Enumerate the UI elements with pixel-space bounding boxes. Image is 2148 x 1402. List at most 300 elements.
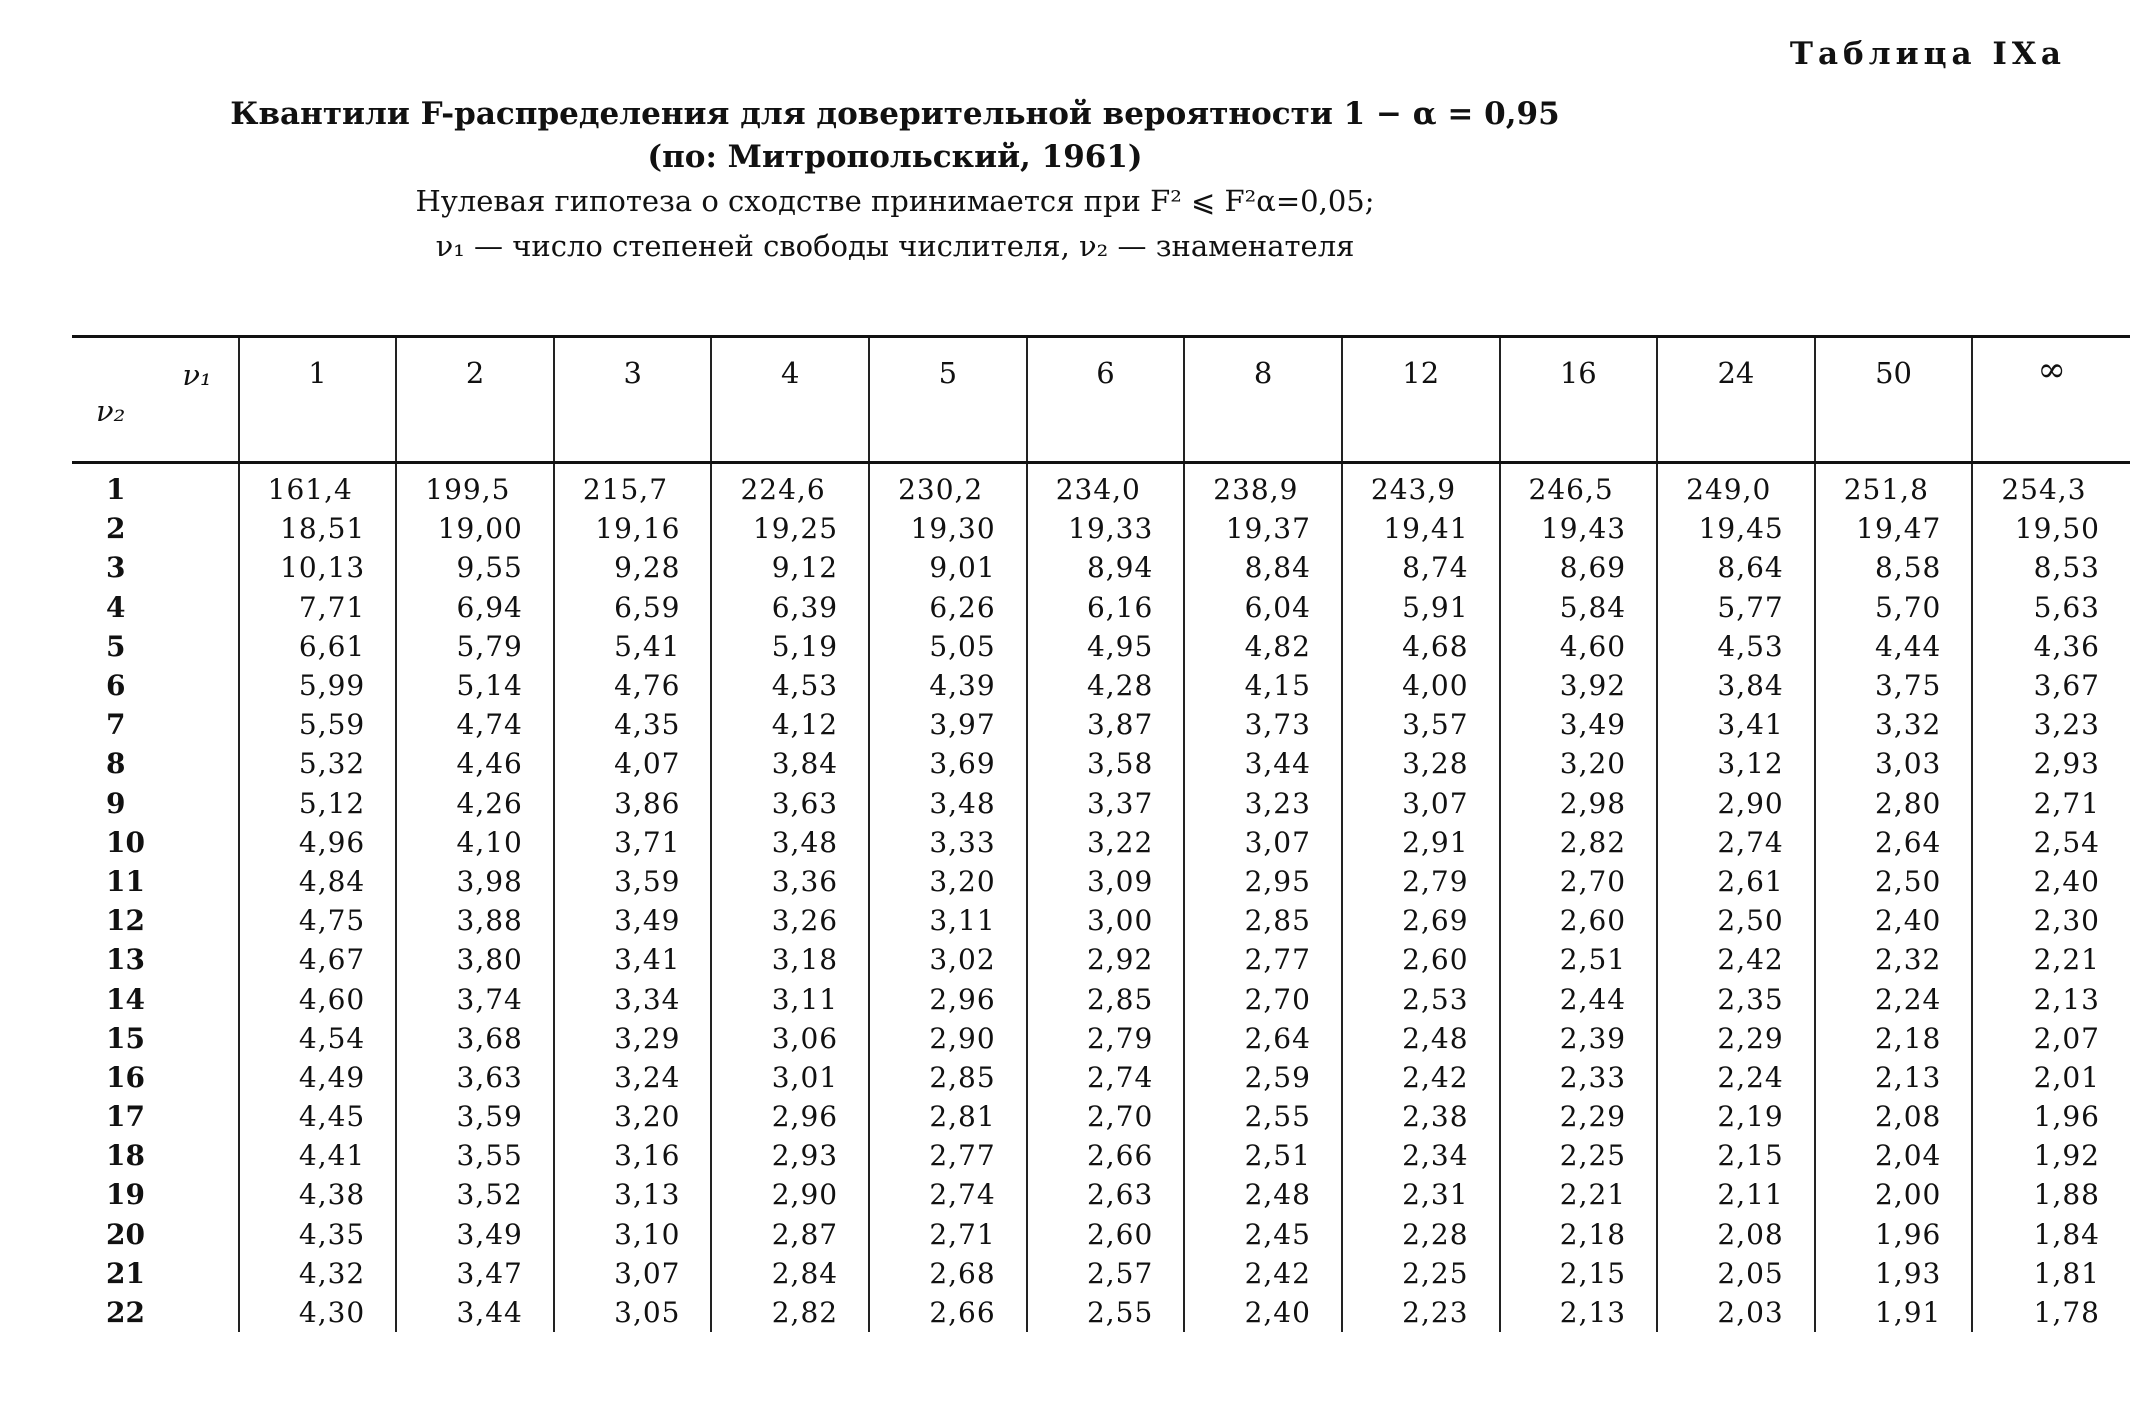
table-row: [72, 1019, 2130, 1058]
table-cell: 2,61: [1657, 862, 1815, 901]
table-cell: 2,71: [1972, 784, 2130, 823]
table-cell: 2,69: [1342, 901, 1500, 940]
table-cell: 2,57: [1027, 1254, 1185, 1293]
table-cell: 2,01: [1972, 1058, 2130, 1097]
heading-source: (по: Митропольский, 1961): [647, 139, 1143, 175]
row-header: 12: [106, 904, 145, 938]
table-cell: 3,44: [396, 1293, 554, 1332]
table-cell: 2,50: [1815, 862, 1973, 901]
table-cell: 2,64: [1184, 1019, 1342, 1058]
table-cell: 6,16: [1027, 588, 1185, 627]
table-cell: 4,96: [239, 823, 397, 862]
row-header: 20: [106, 1217, 145, 1251]
table-heading: [0, 92, 1790, 268]
table-cell: 3,32: [1815, 705, 1973, 744]
table-cell: 2,96: [711, 1097, 869, 1136]
table-cell: 2,05: [1657, 1254, 1815, 1293]
column-header: 50: [1815, 337, 1973, 463]
table-cell: 2,95: [1184, 862, 1342, 901]
table-row: [72, 823, 2130, 862]
table-cell: 2,92: [1027, 940, 1185, 979]
table-cell: 5,05: [869, 627, 1027, 666]
table-cell: 2,70: [1027, 1097, 1185, 1136]
table-cell: 2,51: [1184, 1136, 1342, 1175]
table-cell: 2,03: [1657, 1293, 1815, 1332]
table-cell: 3,52: [396, 1175, 554, 1214]
row-axis-label: ν₂: [96, 394, 126, 428]
table-cell: 3,68: [396, 1019, 554, 1058]
table-cell: 19,30: [869, 509, 1027, 548]
table-cell: 4,84: [239, 862, 397, 901]
table-row: [72, 548, 2130, 587]
table-row: [72, 1254, 2130, 1293]
table-cell: 6,59: [554, 588, 712, 627]
table-cell: 230,2: [869, 463, 1027, 510]
table-cell: 2,08: [1657, 1215, 1815, 1254]
table-cell: 4,35: [239, 1215, 397, 1254]
table-cell: 2,64: [1815, 823, 1973, 862]
table-cell: 3,10: [554, 1215, 712, 1254]
table-cell: 2,44: [1500, 979, 1658, 1018]
table-cell: 199,5: [396, 463, 554, 510]
table-cell: 3,48: [711, 823, 869, 862]
table-cell: 3,75: [1815, 666, 1973, 705]
table-cell: 4,49: [239, 1058, 397, 1097]
table-cell: 2,21: [1500, 1175, 1658, 1214]
table-cell: 6,04: [1184, 588, 1342, 627]
table-cell: 5,77: [1657, 588, 1815, 627]
table-cell: 8,64: [1657, 548, 1815, 587]
table-row: [72, 979, 2130, 1018]
table-cell: 2,00: [1815, 1175, 1973, 1214]
table-cell: 4,12: [711, 705, 869, 744]
table-cell: 4,41: [239, 1136, 397, 1175]
table-cell: 2,33: [1500, 1058, 1658, 1097]
table-cell: 3,23: [1972, 705, 2130, 744]
table-row: [72, 1136, 2130, 1175]
table-cell: 249,0: [1657, 463, 1815, 510]
table-cell: 2,42: [1184, 1254, 1342, 1293]
table-cell: 3,92: [1500, 666, 1658, 705]
table-cell: 19,00: [396, 509, 554, 548]
table-cell: 2,29: [1657, 1019, 1815, 1058]
table-cell: 5,84: [1500, 588, 1658, 627]
row-header: 4: [106, 590, 126, 624]
table-cell: 2,08: [1815, 1097, 1973, 1136]
table-cell: 2,66: [869, 1293, 1027, 1332]
table-cell: 4,36: [1972, 627, 2130, 666]
table-cell: 238,9: [1184, 463, 1342, 510]
table-cell: 2,21: [1972, 940, 2130, 979]
table-cell: 2,85: [869, 1058, 1027, 1097]
table-cell: 19,47: [1815, 509, 1973, 548]
table-cell: 2,11: [1657, 1175, 1815, 1214]
table-cell: 3,63: [396, 1058, 554, 1097]
table-cell: 5,99: [239, 666, 397, 705]
table-row: [72, 784, 2130, 823]
table-cell: 19,41: [1342, 509, 1500, 548]
table-cell: 4,39: [869, 666, 1027, 705]
table-cell: 3,36: [711, 862, 869, 901]
table-cell: 8,94: [1027, 548, 1185, 587]
table-cell: 2,04: [1815, 1136, 1973, 1175]
table-cell: 4,75: [239, 901, 397, 940]
table-cell: 2,31: [1342, 1175, 1500, 1214]
table-cell: 215,7: [554, 463, 712, 510]
table-cell: 4,07: [554, 744, 712, 783]
table-cell: 3,07: [1184, 823, 1342, 862]
table-cell: 3,11: [711, 979, 869, 1018]
table-cell: 1,91: [1815, 1293, 1973, 1332]
table-cell: 2,55: [1184, 1097, 1342, 1136]
table-cell: 1,92: [1972, 1136, 2130, 1175]
table-cell: 1,81: [1972, 1254, 2130, 1293]
table-cell: 251,8: [1815, 463, 1973, 510]
column-header: 5: [869, 337, 1027, 463]
table-cell: 2,60: [1027, 1215, 1185, 1254]
table-cell: 2,15: [1500, 1254, 1658, 1293]
table-cell: 3,84: [711, 744, 869, 783]
table-cell: 3,69: [869, 744, 1027, 783]
row-header: 22: [106, 1296, 145, 1330]
table-cell: 2,42: [1342, 1058, 1500, 1097]
table-cell: 2,24: [1657, 1058, 1815, 1097]
table-cell: 3,49: [554, 901, 712, 940]
table-cell: 2,19: [1657, 1097, 1815, 1136]
table-cell: 234,0: [1027, 463, 1185, 510]
table-cell: 2,82: [1500, 823, 1658, 862]
table-cell: 2,40: [1972, 862, 2130, 901]
table-cell: 3,20: [554, 1097, 712, 1136]
table-cell: 2,87: [711, 1215, 869, 1254]
table-cell: 4,82: [1184, 627, 1342, 666]
table-cell: 9,01: [869, 548, 1027, 587]
table-cell: 3,63: [711, 784, 869, 823]
table-cell: 3,11: [869, 901, 1027, 940]
table-cell: 2,77: [869, 1136, 1027, 1175]
table-cell: 2,77: [1184, 940, 1342, 979]
table-cell: 3,06: [711, 1019, 869, 1058]
table-cell: 2,13: [1500, 1293, 1658, 1332]
table-cell: 246,5: [1500, 463, 1658, 510]
table-cell: 6,94: [396, 588, 554, 627]
row-header: 2: [106, 512, 126, 546]
table-cell: 3,84: [1657, 666, 1815, 705]
table-cell: 2,68: [869, 1254, 1027, 1293]
table-cell: 2,74: [869, 1175, 1027, 1214]
table-cell: 6,61: [239, 627, 397, 666]
table-cell: 3,47: [396, 1254, 554, 1293]
table-cell: 4,68: [1342, 627, 1500, 666]
table-row: [72, 744, 2130, 783]
table-cell: 2,30: [1972, 901, 2130, 940]
table-cell: 8,84: [1184, 548, 1342, 587]
table-cell: 2,25: [1500, 1136, 1658, 1175]
row-header: 9: [106, 786, 126, 820]
table-cell: 5,59: [239, 705, 397, 744]
table-cell: 2,13: [1972, 979, 2130, 1018]
table-cell: 6,39: [711, 588, 869, 627]
table-row: [72, 509, 2130, 548]
table-cell: 3,73: [1184, 705, 1342, 744]
table-cell: 4,35: [554, 705, 712, 744]
row-header: 11: [106, 864, 145, 898]
table-cell: 2,98: [1500, 784, 1658, 823]
row-header: 6: [106, 669, 126, 703]
table-cell: 2,40: [1815, 901, 1973, 940]
table-cell: 9,55: [396, 548, 554, 587]
table-cell: 3,20: [869, 862, 1027, 901]
table-cell: 2,48: [1342, 1019, 1500, 1058]
table-cell: 3,16: [554, 1136, 712, 1175]
table-body: [72, 463, 2130, 1333]
table-cell: 3,57: [1342, 705, 1500, 744]
table-cell: 2,90: [711, 1175, 869, 1214]
row-header: 1: [106, 473, 126, 507]
table-cell: 4,67: [239, 940, 397, 979]
table-cell: 2,70: [1184, 979, 1342, 1018]
table-cell: 2,66: [1027, 1136, 1185, 1175]
table-cell: 3,05: [554, 1293, 712, 1332]
table-cell: 3,12: [1657, 744, 1815, 783]
table-cell: 8,58: [1815, 548, 1973, 587]
heading-legend: ν₁ — число степеней свободы числителя, ν₂ — знаменателя: [435, 229, 1355, 263]
table-cell: 2,28: [1342, 1215, 1500, 1254]
table-cell: 4,53: [711, 666, 869, 705]
table-cell: 4,32: [239, 1254, 397, 1293]
table-row: [72, 1058, 2130, 1097]
table-cell: 4,26: [396, 784, 554, 823]
table-cell: 2,18: [1500, 1215, 1658, 1254]
table-cell: 3,41: [554, 940, 712, 979]
table-cell: 1,96: [1972, 1097, 2130, 1136]
table-cell: 19,25: [711, 509, 869, 548]
heading-hypothesis: Нулевая гипотеза о сходстве принимается при F² ⩽ F²α=0,05;: [415, 184, 1375, 218]
column-header: 8: [1184, 337, 1342, 463]
table-cell: 8,53: [1972, 548, 2130, 587]
row-header: 19: [106, 1178, 145, 1212]
table-cell: 2,71: [869, 1215, 1027, 1254]
table-cell: 2,74: [1027, 1058, 1185, 1097]
row-header: 18: [106, 1139, 145, 1173]
table-cell: 3,02: [869, 940, 1027, 979]
table-cell: 3,23: [1184, 784, 1342, 823]
table-row: [72, 627, 2130, 666]
table-row: [72, 901, 2130, 940]
table-cell: 2,13: [1815, 1058, 1973, 1097]
table-cell: 10,13: [239, 548, 397, 587]
table-cell: 5,63: [1972, 588, 2130, 627]
table-cell: 3,09: [1027, 862, 1185, 901]
table-cell: 4,10: [396, 823, 554, 862]
column-header: 4: [711, 337, 869, 463]
column-header: 6: [1027, 337, 1185, 463]
table-cell: 2,53: [1342, 979, 1500, 1018]
table-cell: 3,07: [554, 1254, 712, 1293]
table-cell: 2,79: [1342, 862, 1500, 901]
row-header: 17: [106, 1100, 145, 1134]
table-cell: 2,29: [1500, 1097, 1658, 1136]
row-header: 5: [106, 629, 126, 663]
table-cell: 3,87: [1027, 705, 1185, 744]
table-cell: 8,74: [1342, 548, 1500, 587]
table-cell: 19,45: [1657, 509, 1815, 548]
table-cell: 5,32: [239, 744, 397, 783]
table-cell: 4,46: [396, 744, 554, 783]
row-header: 13: [106, 943, 145, 977]
table-cell: 3,28: [1342, 744, 1500, 783]
table-row: [72, 1097, 2130, 1136]
row-header: 21: [106, 1256, 145, 1290]
table-cell: 2,93: [1972, 744, 2130, 783]
table-cell: 4,00: [1342, 666, 1500, 705]
table-cell: 6,26: [869, 588, 1027, 627]
table-cell: 2,34: [1342, 1136, 1500, 1175]
table-cell: 2,80: [1815, 784, 1973, 823]
table-cell: 3,58: [1027, 744, 1185, 783]
table-cell: 19,50: [1972, 509, 2130, 548]
row-header: 10: [106, 825, 145, 859]
table-cell: 18,51: [239, 509, 397, 548]
table-cell: 2,55: [1027, 1293, 1185, 1332]
table-cell: 4,76: [554, 666, 712, 705]
table-cell: 3,34: [554, 979, 712, 1018]
table-cell: 1,96: [1815, 1215, 1973, 1254]
table-cell: 4,30: [239, 1293, 397, 1332]
table-cell: 3,41: [1657, 705, 1815, 744]
table-cell: 2,70: [1500, 862, 1658, 901]
table-cell: 3,26: [711, 901, 869, 940]
column-header: 24: [1657, 337, 1815, 463]
table-cell: 2,25: [1342, 1254, 1500, 1293]
table-cell: 2,51: [1500, 940, 1658, 979]
table-row: [72, 666, 2130, 705]
table-cell: 2,15: [1657, 1136, 1815, 1175]
table-cell: 2,38: [1342, 1097, 1500, 1136]
column-header: 16: [1500, 337, 1658, 463]
table-cell: 7,71: [239, 588, 397, 627]
table-cell: 3,03: [1815, 744, 1973, 783]
table-cell: 5,79: [396, 627, 554, 666]
table-cell: 8,69: [1500, 548, 1658, 587]
table-cell: 3,59: [554, 862, 712, 901]
table-cell: 19,33: [1027, 509, 1185, 548]
table-cell: 2,93: [711, 1136, 869, 1175]
table-cell: 2,48: [1184, 1175, 1342, 1214]
table-header-row: [72, 337, 2130, 463]
table-cell: 2,85: [1184, 901, 1342, 940]
table-cell: 4,44: [1815, 627, 1973, 666]
table-cell: 161,4: [239, 463, 397, 510]
row-header: 15: [106, 1021, 145, 1055]
table-row: [72, 862, 2130, 901]
table-cell: 19,37: [1184, 509, 1342, 548]
table-cell: 2,63: [1027, 1175, 1185, 1214]
table-cell: 3,13: [554, 1175, 712, 1214]
table-cell: 1,88: [1972, 1175, 2130, 1214]
f-quantile-table: [72, 335, 2130, 1332]
table-cell: 2,42: [1657, 940, 1815, 979]
table-corner-cell: [72, 337, 239, 463]
table-cell: 19,43: [1500, 509, 1658, 548]
table-cell: 2,90: [869, 1019, 1027, 1058]
table-cell: 4,74: [396, 705, 554, 744]
table-cell: 3,67: [1972, 666, 2130, 705]
table-row: [72, 1293, 2130, 1332]
table-cell: 2,85: [1027, 979, 1185, 1018]
table-cell: 3,55: [396, 1136, 554, 1175]
table-row: [72, 940, 2130, 979]
table-cell: 3,71: [554, 823, 712, 862]
table-label: Таблица IXa: [1789, 36, 2066, 72]
table-cell: 2,81: [869, 1097, 1027, 1136]
table-cell: 3,49: [396, 1215, 554, 1254]
table-cell: 1,84: [1972, 1215, 2130, 1254]
table-cell: 5,12: [239, 784, 397, 823]
table-cell: 3,80: [396, 940, 554, 979]
table-cell: 2,50: [1657, 901, 1815, 940]
table-cell: 2,35: [1657, 979, 1815, 1018]
table-cell: 3,44: [1184, 744, 1342, 783]
column-header: 3: [554, 337, 712, 463]
row-header: 14: [106, 982, 145, 1016]
table-row: [72, 588, 2130, 627]
table-cell: 2,60: [1500, 901, 1658, 940]
table-cell: 3,74: [396, 979, 554, 1018]
table-cell: 3,00: [1027, 901, 1185, 940]
column-header: 2: [396, 337, 554, 463]
table-cell: 4,60: [239, 979, 397, 1018]
table-row: [72, 1175, 2130, 1214]
table-cell: 5,70: [1815, 588, 1973, 627]
table-cell: 9,12: [711, 548, 869, 587]
table-cell: 224,6: [711, 463, 869, 510]
table-cell: 3,49: [1500, 705, 1658, 744]
table-cell: 4,60: [1500, 627, 1658, 666]
table-cell: 3,24: [554, 1058, 712, 1097]
row-header: 8: [106, 747, 126, 781]
table-cell: 2,07: [1972, 1019, 2130, 1058]
table-cell: 4,15: [1184, 666, 1342, 705]
row-header: 16: [106, 1060, 145, 1094]
table-cell: 3,48: [869, 784, 1027, 823]
table-cell: 2,45: [1184, 1215, 1342, 1254]
table-cell: 3,20: [1500, 744, 1658, 783]
table-cell: 9,28: [554, 548, 712, 587]
heading-title: Квантили F-распределения для доверительной вероятности 1 − α = 0,95: [230, 96, 1560, 132]
table-cell: 4,95: [1027, 627, 1185, 666]
table-cell: 3,37: [1027, 784, 1185, 823]
table-cell: 3,29: [554, 1019, 712, 1058]
table-cell: 4,28: [1027, 666, 1185, 705]
table-cell: 2,90: [1657, 784, 1815, 823]
table-cell: 4,53: [1657, 627, 1815, 666]
table-cell: 2,82: [711, 1293, 869, 1332]
table-cell: 243,9: [1342, 463, 1500, 510]
table-cell: 19,16: [554, 509, 712, 548]
table-cell: 2,74: [1657, 823, 1815, 862]
table-cell: 1,78: [1972, 1293, 2130, 1332]
table-cell: 3,01: [711, 1058, 869, 1097]
table-cell: 2,18: [1815, 1019, 1973, 1058]
table-cell: 3,86: [554, 784, 712, 823]
table-cell: 2,60: [1342, 940, 1500, 979]
table-cell: 4,38: [239, 1175, 397, 1214]
table-cell: 2,40: [1184, 1293, 1342, 1332]
table-cell: 2,96: [869, 979, 1027, 1018]
table-cell: 3,18: [711, 940, 869, 979]
table-row: [72, 1215, 2130, 1254]
